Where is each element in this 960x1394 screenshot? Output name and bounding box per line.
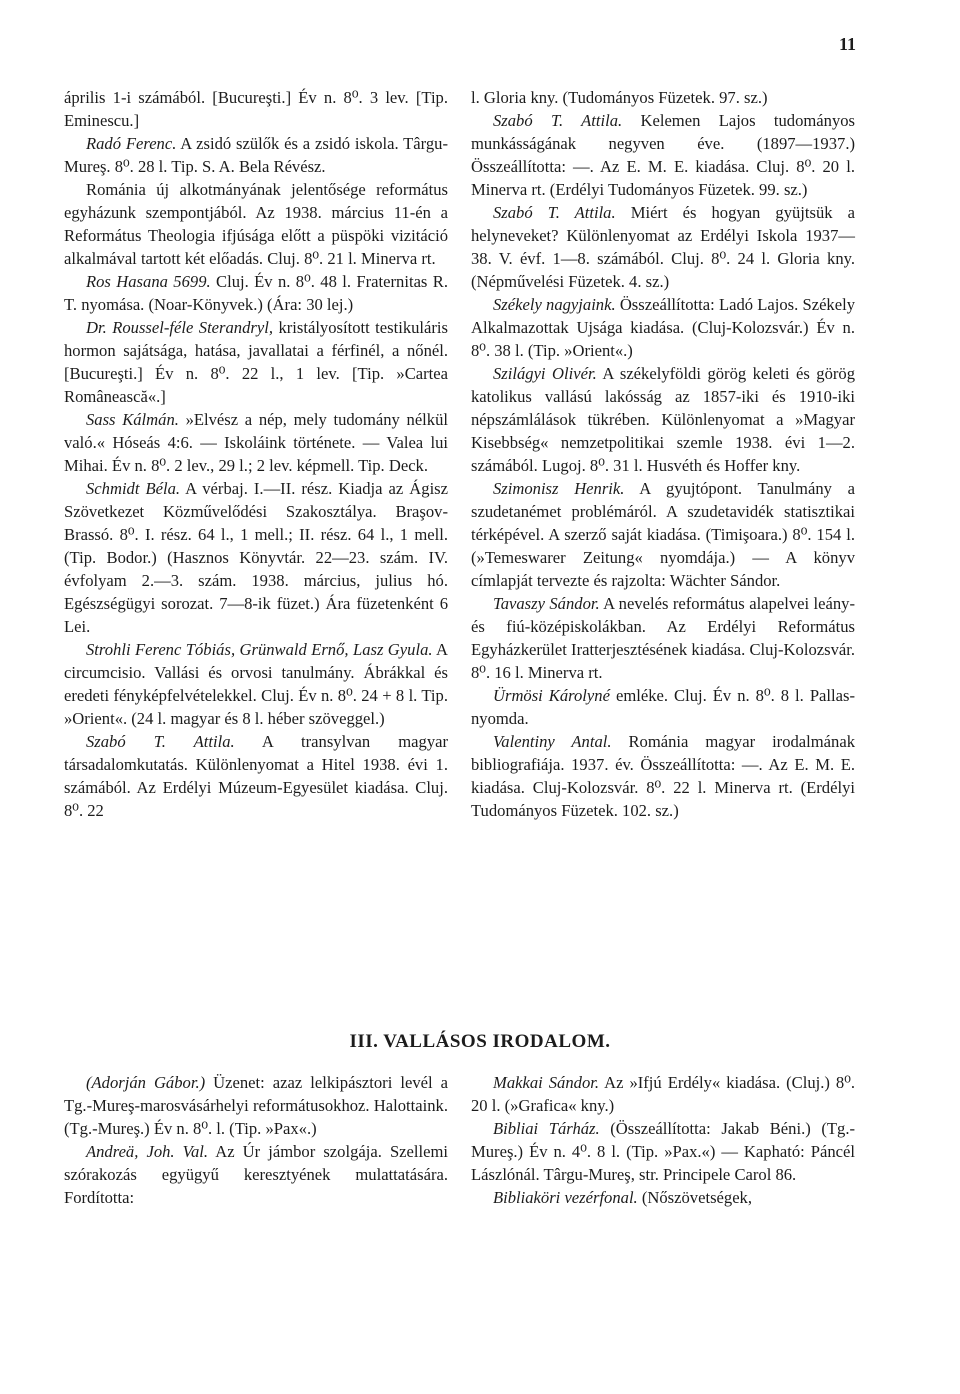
entry-author: Szabó T. Attila. <box>493 203 616 222</box>
bibliography-entry <box>471 730 855 822</box>
bibliography-entry <box>471 477 855 592</box>
bibliography-entry <box>64 270 448 316</box>
bibliography-entry <box>471 109 855 201</box>
entry-author: Schmidt Béla. <box>86 479 181 498</box>
bibliography-entry <box>471 362 855 477</box>
entry-text: (Összeállította: Jakab Béni.) (Tg.-Mureş.) Év n. 4⁰. 8 l. (Tip. »Pax.«) — Kapható: Páncél Lászlónál. Târgu-Mureş, str. Principele Carol 86. <box>471 1119 855 1184</box>
entry-author: Radó Ferenc. <box>86 134 177 153</box>
page-number: 11 <box>838 34 856 54</box>
entry-author: Szimonisz Henrik. <box>493 479 625 498</box>
entry-author: Valentiny Antal. <box>493 732 612 751</box>
entry-author: Bibliai Tárház. <box>493 1119 600 1138</box>
entry-text: kristályosított testikuláris hormon sajátsága, hatása, javallatai a férfinél, a nőnél. [Bucureşti.] Év n. 8⁰. 22 l., 1 lev. [Tip. »Cartea Românească«.] <box>64 318 448 406</box>
entry-text: A vérbaj. I.—II. rész. Kiadja az Ágisz Szövetkezet Közművelődési Szakosztálya. Braşov-Brassó. 8⁰. I. rész. 64 l., 1 mell.; II. rész. 64 l., 1 mell. (Tip. Bodor.) (Hasznos Könyvtár. 22—23. szám. IV. évfolyam 2.—3. szám. 1938. március, julius hó. Egészségügyi sorozat. 7—8-ik füzet.) Ára füzetenként 6 Lei. <box>64 479 449 636</box>
bibliography-entry <box>471 1071 855 1117</box>
entry-author: Strohli Ferenc Tóbiás, Grünwald Ernő, Lasz Gyula. <box>86 640 433 659</box>
column-right-bottom <box>471 1071 855 1209</box>
bibliography-entry <box>64 316 448 408</box>
bibliography-entry <box>471 592 855 684</box>
bibliography-entry <box>64 132 448 178</box>
bibliography-entry <box>471 1117 855 1186</box>
entry-author: Tavaszy Sándor. <box>493 594 600 613</box>
entry-author: Ros Hasana 5699. <box>86 272 211 291</box>
entry-text: l. Gloria kny. (Tudományos Füzetek. 97. sz.) <box>471 88 768 107</box>
bibliography-entry <box>471 86 855 109</box>
bibliography-entry <box>64 86 448 132</box>
entry-author: Szabó T. Attila. <box>86 732 235 751</box>
entry-author: Szilágyi Olivér. <box>493 364 597 383</box>
entry-text: Románia magyar irodalmának bibliografiája. 1937. év. Összeállította: —. Az E. M. E. kiadása. Cluj-Kolozsvár. 8⁰. 22 l. Minerva rt. (Erdélyi Tudományos Füzetek. 102. sz.) <box>471 732 856 820</box>
bibliography-entry <box>471 293 855 362</box>
entry-text: Románia új alkotmányának jelentősége református egyházunk szempontjából. Az 1938. március 11-én a Református Theologia ifjúsága előtt a püspöki vizitáció alkalmával tartott két előadás. Cluj. 8⁰. 21 l. Minerva rt. <box>64 180 448 268</box>
column-left-bottom <box>64 1071 448 1209</box>
entry-text: április 1-i számából. [Bucureşti.] Év n. 8⁰. 3 lev. [Tip. Eminescu.] <box>64 88 448 130</box>
bibliography-entry <box>471 1186 855 1209</box>
entry-text: A székelyföldi görög keleti és görög katolikus vallású lakósság az 1857-iki és 1910-iki népszámlálások tükrében. Különlenyomat a »Magyar Kisebbség« nemzetpolitikai szemle 1938. évi 1—2. számából. Lugoj. 8⁰. 31 l. Husvéth és Hoffer kny. <box>471 364 856 475</box>
bibliography-entry <box>471 684 855 730</box>
column-right-top <box>471 86 855 822</box>
bibliography-entry <box>64 638 448 730</box>
entry-text: A gyujtópont. Tanulmány a szudetanémet problémáról. A szudetavidék statisztikai térképével. A szerző saját kiadása. (Timişoara.) 8⁰. 154 l. (»Temeswarer Zeitung« nyomdája.) — A könyv címlapját tervezte és rajzolta: Wächter Sándor. <box>471 479 855 590</box>
entry-text: Az »Ifjú Erdély« kiadása. (Cluj.) 8⁰. 20 l. (»Grafica« kny.) <box>471 1073 856 1115</box>
bibliography-entry <box>64 1140 448 1209</box>
entry-text: Üzenet: azaz lelkipásztori levél a Tg.-Mureş-marosvásárhelyi reformátusokhoz. Halottaink. (Tg.-Mureş.) Év n. 8⁰. l. (Tip. »Pax«.) <box>64 1073 448 1138</box>
entry-text: (Nőszövetségek, <box>641 1188 753 1207</box>
column-left-top <box>64 86 448 822</box>
entry-author: Sass Kálmán. <box>86 410 179 429</box>
bibliography-entry <box>64 730 448 822</box>
entry-text: A transylvan magyar társadalomkutatás. Különlenyomat a Hitel 1938. évi 1. számából. Az Erdélyi Múzeum-Egyesület kiadása. Cluj. 8⁰. 22 <box>64 732 449 820</box>
entry-text: Cluj. Év n. 8⁰. 48 l. Fraternitas R. T. nyomása. (Noar-Könyvek.) (Ára: 30 lej.) <box>64 272 448 314</box>
entry-author: (Adorján Gábor.) <box>86 1073 206 1092</box>
entry-author: Dr. Roussel-féle Sterandryl, <box>86 318 273 337</box>
entry-text: A zsidó szülők és a zsidó iskola. Târgu-Mureş. 8⁰. 28 l. Tip. S. A. Bela Révész. <box>64 134 448 176</box>
entry-author: Székely nagyjaink. <box>493 295 616 314</box>
bibliography-entry <box>64 1071 448 1140</box>
entry-author: Szabó T. Attila. <box>493 111 623 130</box>
entry-text: Kelemen Lajos tudományos munkásságának negyven éve. (1897—1937.) Összeállította: —. Az E. M. E. kiadása. Cluj. 8⁰. 20 l. Minerva rt. (Erdélyi Tudományos Füzetek. 99. sz.) <box>471 111 855 199</box>
entry-author: Andreä, Joh. Val. <box>86 1142 209 1161</box>
entry-text: A nevelés református alapelvei leány- és fiú-középiskolákban. Az Erdélyi Református Egyházkerület Iratterjesztésének kiadása. Cluj-Kolozsvár. 8⁰. 16 l. Minerva rt. <box>471 594 855 682</box>
entry-author: Bibliaköri vezérfonal. <box>493 1188 638 1207</box>
bibliography-entry <box>64 477 448 638</box>
bibliography-entry <box>64 178 448 270</box>
section-heading: III. VALLÁSOS IRODALOM. <box>349 1031 611 1052</box>
entry-author: Ürmösi Károlyné <box>493 686 610 705</box>
entry-text: A circumcisio. Vallási és orvosi tanulmány. Ábrákkal és eredeti fényképfelvételekkel. Cluj. Év n. 8⁰. 24 + 8 l. Tip. »Orient«. (24 l. magyar és 8 l. héber szöveggel.) <box>64 640 448 728</box>
entry-author: Makkai Sándor. <box>493 1073 600 1092</box>
bibliography-entry <box>64 408 448 477</box>
entry-text: »Elvész a nép, mely tudomány nélkül való.« Hóseás 4:6. — Iskoláink története. — Valea lui Mihai. Év n. 8⁰. 2 lev., 29 l.; 2 lev. képmell. Tip. Deck. <box>64 410 448 475</box>
entry-text: Miért és hogyan gyüjtsük a helyneveket? Különlenyomat az Erdélyi Iskola 1937—38. V. évf. 1—8. számából. Cluj. 8⁰. 24 l. Gloria kny. (Népművelési Füzetek. 4. sz.) <box>471 203 855 291</box>
bibliography-entry <box>471 201 855 293</box>
entry-text: emléke. Cluj. Év n. 8⁰. 8 l. Pallas-nyomda. <box>471 686 855 728</box>
entry-text: Összeállította: Ladó Lajos. Székely Alkalmazottak Ujsága kiadása. (Cluj-Kolozsvár.) Év n. 8⁰. 38 l. (Tip. »Orient«.) <box>471 295 855 360</box>
entry-text: Az Úr jámbor szolgája. Szellemi szórakozás együgyű keresztyének mulattatására. Fordította: <box>64 1142 449 1207</box>
